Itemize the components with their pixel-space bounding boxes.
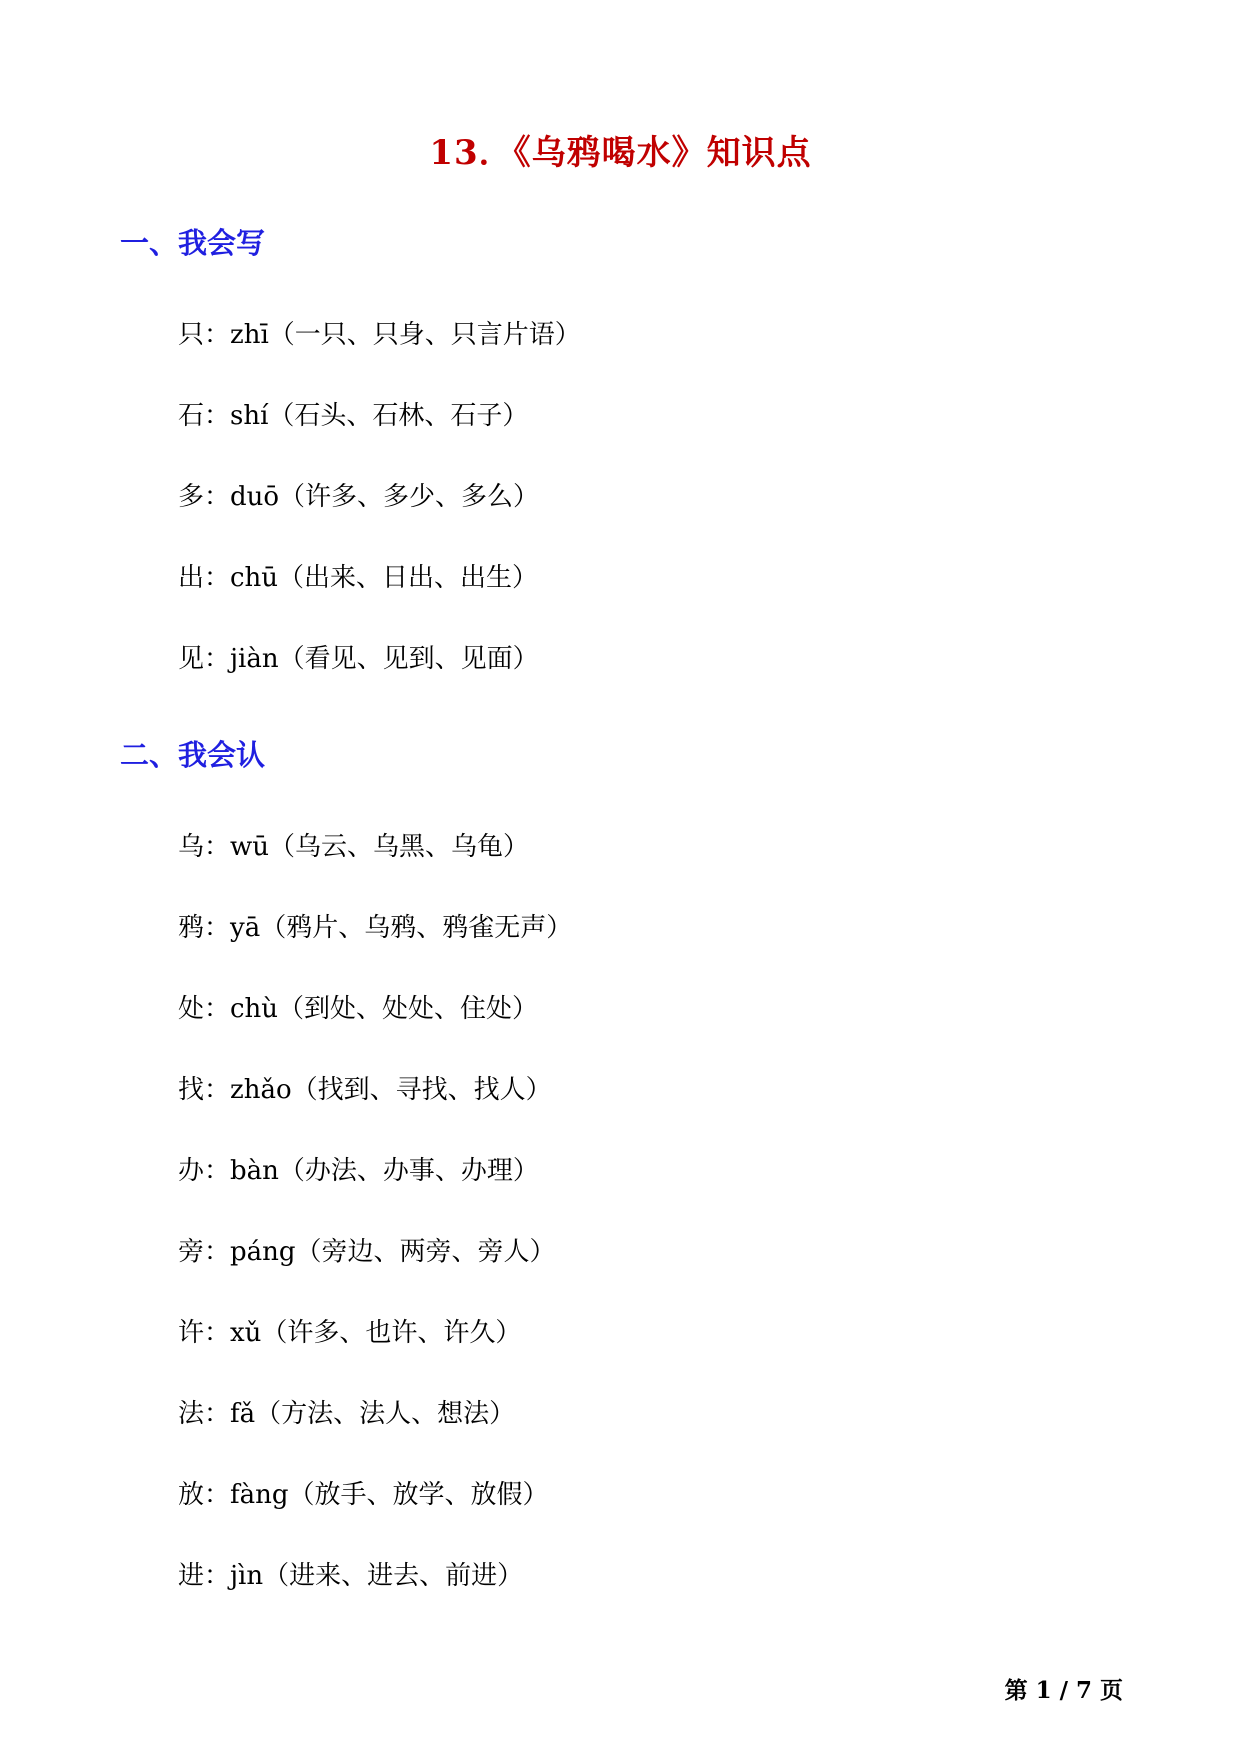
char-entry: 多：duō（许多、多少、多么） xyxy=(178,482,540,512)
char-entry: 旁：páng（旁边、两旁、旁人） xyxy=(178,1237,556,1267)
char-entry: 法：fǎ（方法、法人、想法） xyxy=(178,1399,516,1429)
char-entry: 鸦：yā（鸦片、乌鸦、鸦雀无声） xyxy=(178,913,573,943)
char-entry: 见：jiàn（看见、见到、见面） xyxy=(178,644,539,674)
char-entry: 进：jìn（进来、进去、前进） xyxy=(178,1561,524,1591)
char-entry: 许：xǔ（许多、也许、许久） xyxy=(178,1318,522,1348)
char-entry: 处：chù（到处、处处、住处） xyxy=(178,994,539,1024)
char-entry: 只：zhī（一只、只身、只言片语） xyxy=(178,320,581,350)
char-entry: 放：fàng（放手、放学、放假） xyxy=(178,1480,549,1510)
char-entry: 石：shí（石头、石林、石子） xyxy=(178,401,529,431)
char-entry: 找：zhǎo（找到、寻找、找人） xyxy=(178,1075,552,1105)
char-entry: 乌：wū（乌云、乌黑、乌龟） xyxy=(178,832,530,862)
section-heading-recognize: 二、我会认 xyxy=(120,738,266,772)
page-title: 13．《乌鸦喝水》知识点 xyxy=(429,133,812,173)
char-entry: 办：bàn（办法、办事、办理） xyxy=(178,1156,539,1186)
section-heading-write: 一、我会写 xyxy=(120,226,266,260)
page-number: 第 1 / 7 页 xyxy=(1004,1677,1123,1704)
char-entry: 出：chū（出来、日出、出生） xyxy=(178,563,539,593)
